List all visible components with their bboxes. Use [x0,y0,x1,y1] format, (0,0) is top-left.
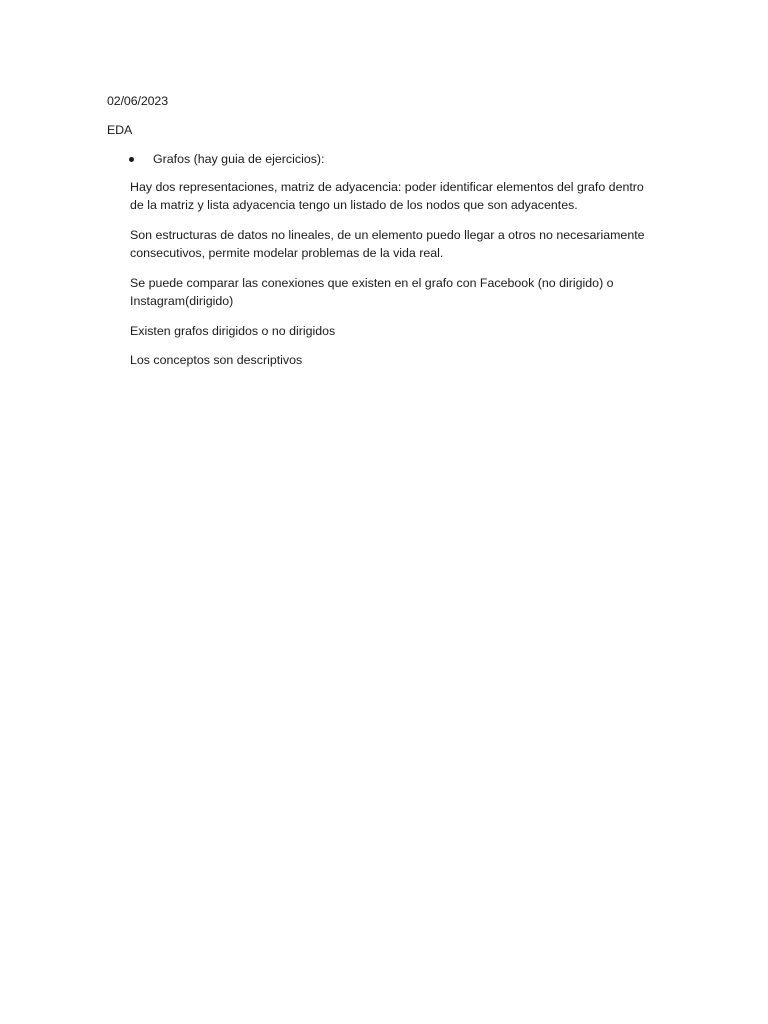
paragraph-line: Se puede comparar las conexiones que existen en el grafo con Facebook (no dirigido) o [130,276,614,290]
paragraph-line: Existen grafos dirigidos o no dirigidos [130,324,336,338]
paragraph-comparison [130,274,670,310]
paragraph-directed [130,322,670,340]
paragraph-line: Los conceptos son descriptivos [130,353,303,367]
paragraph-representations [130,178,670,214]
paragraph-line: Hay dos representaciones, matriz de adyacencia: poder identificar elementos del grafo dentro [130,180,644,194]
paragraph-line: Son estructuras de datos no lineales, de un elemento puedo llegar a otros no necesariamente [130,228,645,242]
paragraph-structures [130,226,670,262]
paragraph-line: consecutivos, permite modelar problemas de la vida real. [130,246,444,260]
paragraph-line: Instagram(dirigido) [130,294,234,308]
subject-heading: EDA [107,123,133,137]
paragraph-concepts [130,351,670,369]
paragraph-line: de la matriz y lista adyacencia tengo un listado de los nodos que son adyacentes. [130,198,578,212]
note-date: 02/06/2023 [107,94,169,108]
bullet-text: Grafos (hay guia de ejercicios): [153,152,325,166]
bullet-dot-icon [129,157,134,162]
